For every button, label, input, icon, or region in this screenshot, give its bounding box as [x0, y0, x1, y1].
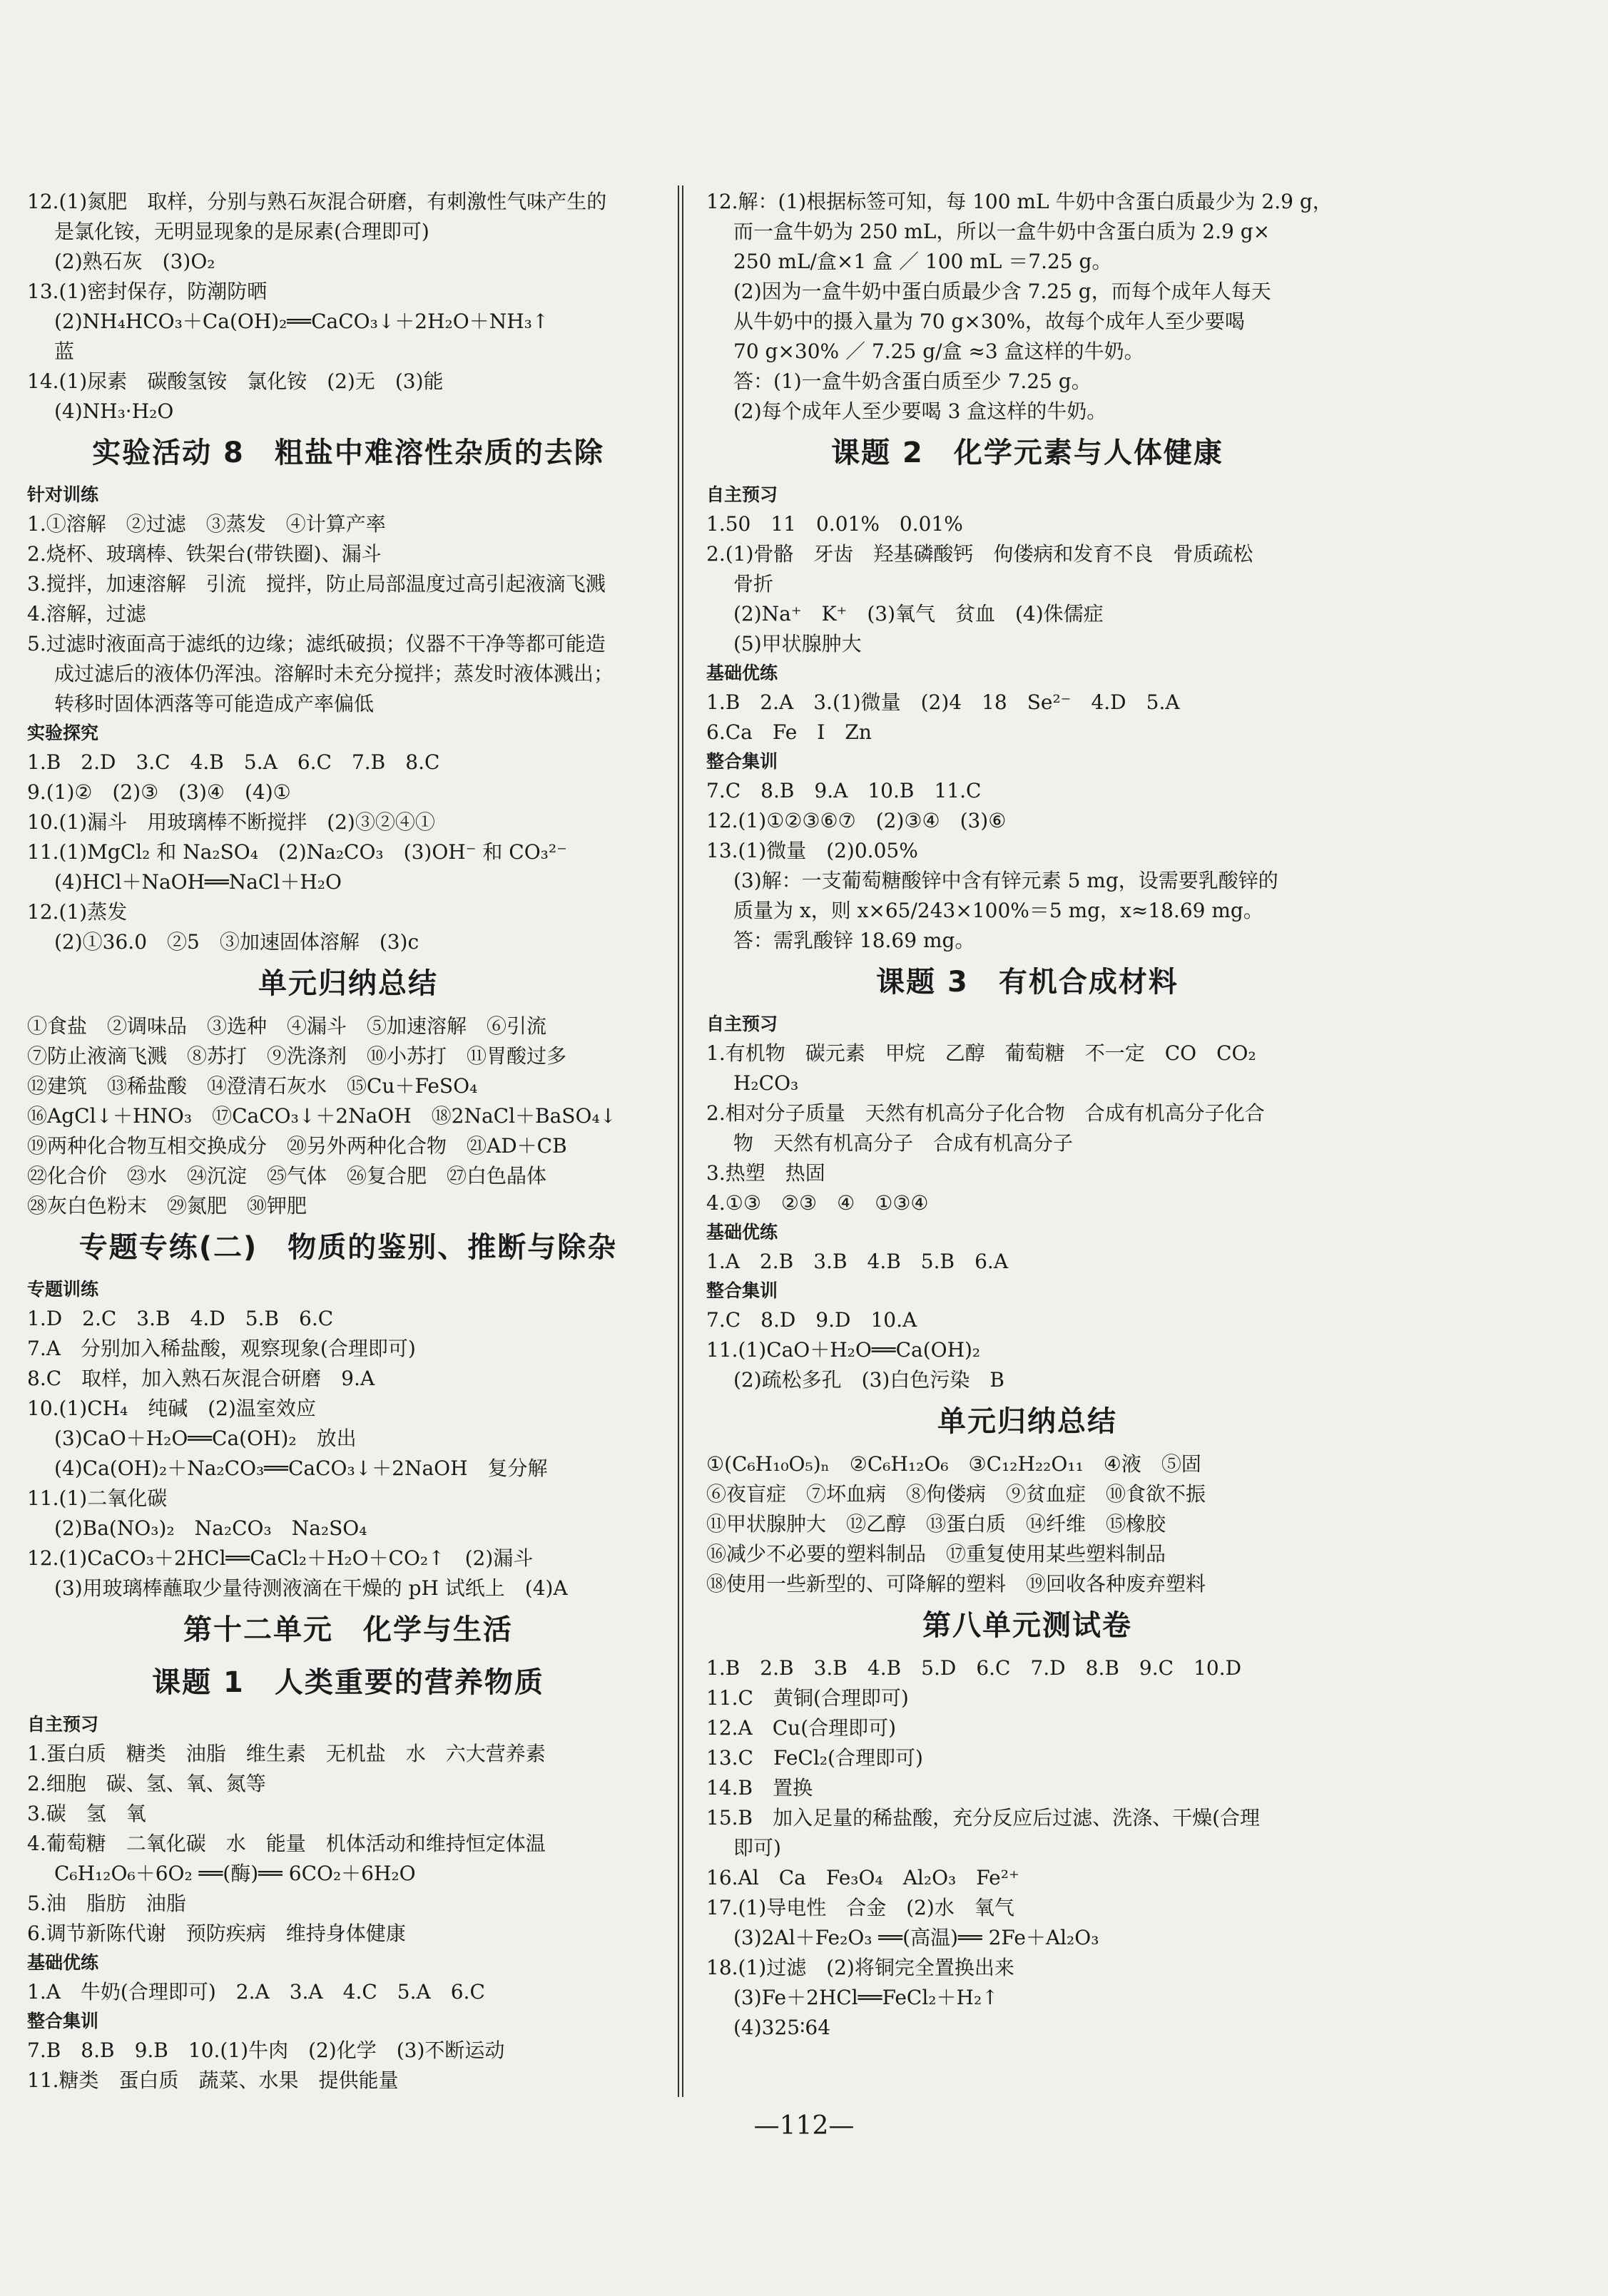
- answer-line: 12.(1)蒸发: [27, 900, 128, 924]
- answer-line: 答：(1)一盒牛奶含蛋白质至少 7.25 g。: [733, 369, 1091, 393]
- answer-line: ⑦防止液滴飞溅 ⑧苏打 ⑨洗涤剂 ⑩小苏打 ⑪胃酸过多: [27, 1044, 567, 1068]
- answer-line: (2)①36.0 ②5 ③加速固体溶解 (3)c: [54, 930, 419, 954]
- answer-line: 10.(1)CH₄ 纯碱 (2)温室效应: [27, 1397, 316, 1420]
- answer-line: ㉘灰白色粉末 ㉙氮肥 ㉚钾肥: [27, 1194, 307, 1218]
- answer-line: ⑫建筑 ⑬稀盐酸 ⑭澄清石灰水 ⑮Cu＋FeSO₄: [27, 1074, 478, 1098]
- answer-line: 8.C 取样，加入熟石灰混合研磨 9.A: [27, 1367, 375, 1390]
- answer-line: (4)HCl＋NaOH══NaCl＋H₂O: [54, 870, 342, 894]
- answer-line: 6.Ca Fe I Zn: [706, 720, 872, 744]
- answer-line: C₆H₁₂O₆＋6O₂ ══(酶)══ 6CO₂＋6H₂O: [54, 1862, 416, 1885]
- answer-line: 7.C 8.D 9.D 10.A: [706, 1308, 917, 1332]
- subsection-label: 专题训练: [27, 1279, 99, 1300]
- section-heading: 课题 3 有机合成材料: [876, 966, 1179, 999]
- answer-line: (2)因为一盒牛奶中蛋白质最少含 7.25 g，而每个成年人每天: [733, 280, 1271, 303]
- answer-line: 1.蛋白质 糖类 油脂 维生素 无机盐 水 六大营养素: [27, 1742, 546, 1765]
- subsection-label: 整合集训: [706, 751, 778, 772]
- answer-line: 250 mL/盒×1 盒 ／ 100 mL ＝7.25 g。: [733, 250, 1112, 273]
- answer-line: (2)疏松多孔 (3)白色污染 B: [733, 1368, 1004, 1392]
- answer-line: 1.B 2.B 3.B 4.B 5.D 6.C 7.D 8.B 9.C 10.D: [706, 1656, 1242, 1680]
- answer-line: ①食盐 ②调味品 ③选种 ④漏斗 ⑤加速溶解 ⑥引流: [27, 1014, 547, 1038]
- section-heading: 课题 1 人类重要的营养物质: [152, 1666, 544, 1699]
- section-heading: 单元归纳总结: [258, 967, 438, 1000]
- answer-line: ㉒化合价 ㉓水 ㉔沉淀 ㉕气体 ㉖复合肥 ㉗白色晶体: [27, 1164, 547, 1188]
- subsection-label: 整合集训: [706, 1280, 778, 1301]
- answer-line: 16.Al Ca Fe₃O₄ Al₂O₃ Fe²⁺: [706, 1866, 1019, 1889]
- answer-line: 13.(1)微量 (2)0.05%: [706, 839, 918, 862]
- answer-line: 3.碳 氢 氧: [27, 1802, 146, 1825]
- answer-line: 质量为 x，则 x×65/243×100%＝5 mg，x≈18.69 mg。: [733, 899, 1263, 922]
- answer-line: (5)甲状腺肿大: [733, 632, 862, 655]
- subsection-label: 基础优练: [27, 1952, 99, 1973]
- answer-line: 5.过滤时液面高于滤纸的边缘；滤纸破损；仪器不干净等都可能造: [27, 632, 606, 655]
- answer-line: 3.热塑 热固: [706, 1161, 825, 1185]
- answer-line: 11.糖类 蛋白质 蔬菜、水果 提供能量: [27, 2068, 399, 2092]
- answer-line: 10.(1)漏斗 用玻璃棒不断搅拌 (2)③②④①: [27, 810, 435, 834]
- section-heading: 实验活动 8 粗盐中难溶性杂质的去除: [92, 437, 604, 469]
- subsection-label: 自主预习: [706, 484, 778, 505]
- answer-line: 18.(1)过滤 (2)将铜完全置换出来: [706, 1956, 1014, 1979]
- answer-line: 转移时固体洒落等可能造成产率偏低: [54, 692, 375, 715]
- answer-line: 从牛奶中的摄入量为 70 g×30%，故每个成年人至少要喝: [733, 310, 1246, 333]
- subsection-label: 针对训练: [27, 484, 99, 505]
- answer-line: 5.油 脂肪 油脂: [27, 1892, 186, 1915]
- answer-line: 2.相对分子质量 天然有机高分子化合物 合成有机高分子化合: [706, 1101, 1265, 1125]
- answer-line: ⑪甲状腺肿大 ⑫乙醇 ⑬蛋白质 ⑭纤维 ⑮橡胶: [706, 1512, 1166, 1536]
- subsection-label: 基础优练: [706, 663, 778, 683]
- answer-line: 70 g×30% ／ 7.25 g/盒 ≈3 盒这样的牛奶。: [733, 340, 1144, 363]
- answer-line: 2.(1)骨骼 牙齿 羟基磷酸钙 佝偻病和发育不良 骨质疏松: [706, 542, 1253, 566]
- answer-line: (4)325∶64: [733, 2016, 831, 2039]
- answer-line: 12.(1)①②③⑥⑦ (2)③④ (3)⑥: [706, 809, 1007, 832]
- answer-line: ⑯AgCl↓＋HNO₃ ⑰CaCO₃↓＋2NaOH ⑱2NaCl＋BaSO₄↓: [27, 1104, 617, 1128]
- answer-line: 物 天然有机高分子 合成有机高分子: [733, 1131, 1074, 1155]
- subsection-label: 整合集训: [27, 2011, 99, 2031]
- answer-line: (3)Fe＋2HCl══FeCl₂＋H₂↑: [733, 1986, 999, 2009]
- answer-line: 骨折: [733, 572, 774, 596]
- answer-line: (2)每个成年人至少要喝 3 盒这样的牛奶。: [733, 399, 1107, 423]
- section-heading: 单元归纳总结: [937, 1405, 1117, 1438]
- answer-line: 12.(1)氮肥 取样，分别与熟石灰混合研磨，有刺激性气味产生的: [27, 190, 607, 213]
- section-heading: 第十二单元 化学与生活: [183, 1613, 513, 1646]
- right-column: [706, 187, 1348, 2043]
- subsection-label: 自主预习: [27, 1714, 99, 1735]
- answer-line: (3)2Al＋Fe₂O₃ ══(高温)══ 2Fe＋Al₂O₃: [733, 1926, 1099, 1949]
- answer-line: 11.C 黄铜(合理即可): [706, 1686, 909, 1710]
- answer-line: 12.解：(1)根据标签可知，每 100 mL 牛奶中含蛋白质最少为 2.9 g，: [706, 190, 1333, 213]
- answer-line: ⑱使用一些新型的、可降解的塑料 ⑲回收各种废弃塑料: [706, 1572, 1206, 1596]
- answer-line: ⑥夜盲症 ⑦坏血病 ⑧佝偻病 ⑨贫血症 ⑩食欲不振: [706, 1482, 1206, 1506]
- answer-line: 14.(1)尿素 碳酸氢铵 氯化铵 (2)无 (3)能: [27, 369, 444, 393]
- answer-line: 13.C FeCl₂(合理即可): [706, 1746, 923, 1770]
- subsection-label: 自主预习: [706, 1014, 778, 1034]
- section-heading: 专题专练(二) 物质的鉴别、推断与除杂: [78, 1231, 618, 1264]
- answer-line: (3)用玻璃棒蘸取少量待测液滴在干燥的 pH 试纸上 (4)A: [54, 1576, 568, 1600]
- section-heading: 第八单元测试卷: [922, 1609, 1132, 1642]
- answer-line: 1.①溶解 ②过滤 ③蒸发 ④计算产率: [27, 512, 386, 536]
- answer-line: 而一盒牛奶为 250 mL，所以一盒牛奶中含蛋白质为 2.9 g×: [733, 220, 1271, 243]
- answer-line: 17.(1)导电性 合金 (2)水 氧气: [706, 1896, 1014, 1919]
- left-column: [27, 187, 669, 2096]
- section-heading: 课题 2 化学元素与人体健康: [831, 437, 1223, 469]
- answer-line: 15.B 加入足量的稀盐酸，充分反应后过滤、洗涤、干燥(合理: [706, 1806, 1261, 1830]
- answer-line: (2)Na⁺ K⁺ (3)氧气 贫血 (4)侏儒症: [733, 602, 1104, 626]
- answer-line: (2)熟石灰 (3)O₂: [54, 250, 215, 273]
- answer-line: (3)CaO＋H₂O══Ca(OH)₂ 放出: [54, 1427, 357, 1450]
- answer-line: 4.溶解，过滤: [27, 602, 146, 626]
- answer-line: 6.调节新陈代谢 预防疾病 维持身体健康: [27, 1922, 406, 1945]
- answer-line: 11.(1)MgCl₂ 和 Na₂SO₄ (2)Na₂CO₃ (3)OH⁻ 和 CO₃²⁻: [27, 840, 567, 864]
- answer-line: 成过滤后的液体仍浑浊。溶解时未充分搅拌；蒸发时液体溅出；: [54, 662, 614, 685]
- answer-line: 1.A 2.B 3.B 4.B 5.B 6.A: [706, 1250, 1009, 1273]
- answer-line: 1.A 牛奶(合理即可) 2.A 3.A 4.C 5.A 6.C: [27, 1980, 485, 2004]
- answer-line: 14.B 置换: [706, 1776, 813, 1800]
- answer-line: (4)NH₃·H₂O: [54, 399, 174, 423]
- answer-line: (2)NH₄HCO₃＋Ca(OH)₂══CaCO₃↓＋2H₂O＋NH₃↑: [54, 310, 549, 333]
- answer-line: ①(C₆H₁₀O₅)ₙ ②C₆H₁₂O₆ ③C₁₂H₂₂O₁₁ ④液 ⑤固: [706, 1452, 1201, 1476]
- answer-line: 蓝: [54, 340, 75, 363]
- answer-line: 11.(1)CaO＋H₂O══Ca(OH)₂: [706, 1338, 981, 1362]
- answer-line: 答：需乳酸锌 18.69 mg。: [733, 929, 975, 952]
- answer-line: 即可): [733, 1836, 781, 1859]
- answer-line: 1.有机物 碳元素 甲烷 乙醇 葡萄糖 不一定 CO CO₂: [706, 1041, 1256, 1065]
- answer-line: 7.A 分别加入稀盐酸，观察现象(合理即可): [27, 1337, 416, 1360]
- answer-line: 7.B 8.B 9.B 10.(1)牛肉 (2)化学 (3)不断运动: [27, 2039, 505, 2062]
- subsection-label: 基础优练: [706, 1222, 778, 1243]
- answer-line: 4.葡萄糖 二氧化碳 水 能量 机体活动和维持恒定体温: [27, 1832, 546, 1855]
- answer-line: (2)Ba(NO₃)₂ Na₂CO₃ Na₂SO₄: [54, 1516, 367, 1540]
- answer-line: 4.①③ ②③ ④ ①③④: [706, 1191, 929, 1215]
- answer-line: 1.D 2.C 3.B 4.D 5.B 6.C: [27, 1307, 334, 1330]
- answer-line: 12.A Cu(合理即可): [706, 1716, 897, 1740]
- answer-line: 11.(1)二氧化碳: [27, 1486, 168, 1510]
- page-number: —112—: [753, 2111, 855, 2141]
- answer-line: 是氯化铵，无明显现象的是尿素(合理即可): [54, 220, 429, 243]
- answer-line: ⑲两种化合物互相交换成分 ⑳另外两种化合物 ㉑AD＋CB: [27, 1134, 567, 1158]
- answer-line: 2.烧杯、玻璃棒、铁架台(带铁圈)、漏斗: [27, 542, 382, 566]
- answer-line: 7.C 8.B 9.A 10.B 11.C: [706, 779, 982, 802]
- answer-line: 3.搅拌，加速溶解 引流 搅拌，防止局部温度过高引起液滴飞溅: [27, 572, 606, 596]
- column-divider: [678, 185, 683, 2097]
- answer-line: H₂CO₃: [733, 1071, 799, 1095]
- answer-line: (3)解：一支葡萄糖酸锌中含有锌元素 5 mg，设需要乳酸锌的: [733, 869, 1278, 892]
- answer-line: (4)Ca(OH)₂＋Na₂CO₃══CaCO₃↓＋2NaOH 复分解: [54, 1456, 548, 1480]
- answer-line: 2.细胞 碳、氢、氧、氮等: [27, 1772, 266, 1795]
- answer-line: 13.(1)密封保存，防潮防晒: [27, 280, 268, 303]
- answer-line: 12.(1)CaCO₃＋2HCl══CaCl₂＋H₂O＋CO₂↑ (2)漏斗: [27, 1546, 534, 1570]
- answer-line: 1.50 11 0.01% 0.01%: [706, 512, 963, 536]
- answer-line: ⑯减少不必要的塑料制品 ⑰重复使用某些塑料制品: [706, 1542, 1166, 1566]
- subsection-label: 实验探究: [27, 723, 99, 743]
- answer-line: 1.B 2.A 3.(1)微量 (2)4 18 Se²⁻ 4.D 5.A: [706, 690, 1180, 714]
- answer-line: 9.(1)② (2)③ (3)④ (4)①: [27, 780, 291, 804]
- answer-line: 1.B 2.D 3.C 4.B 5.A 6.C 7.B 8.C: [27, 750, 440, 774]
